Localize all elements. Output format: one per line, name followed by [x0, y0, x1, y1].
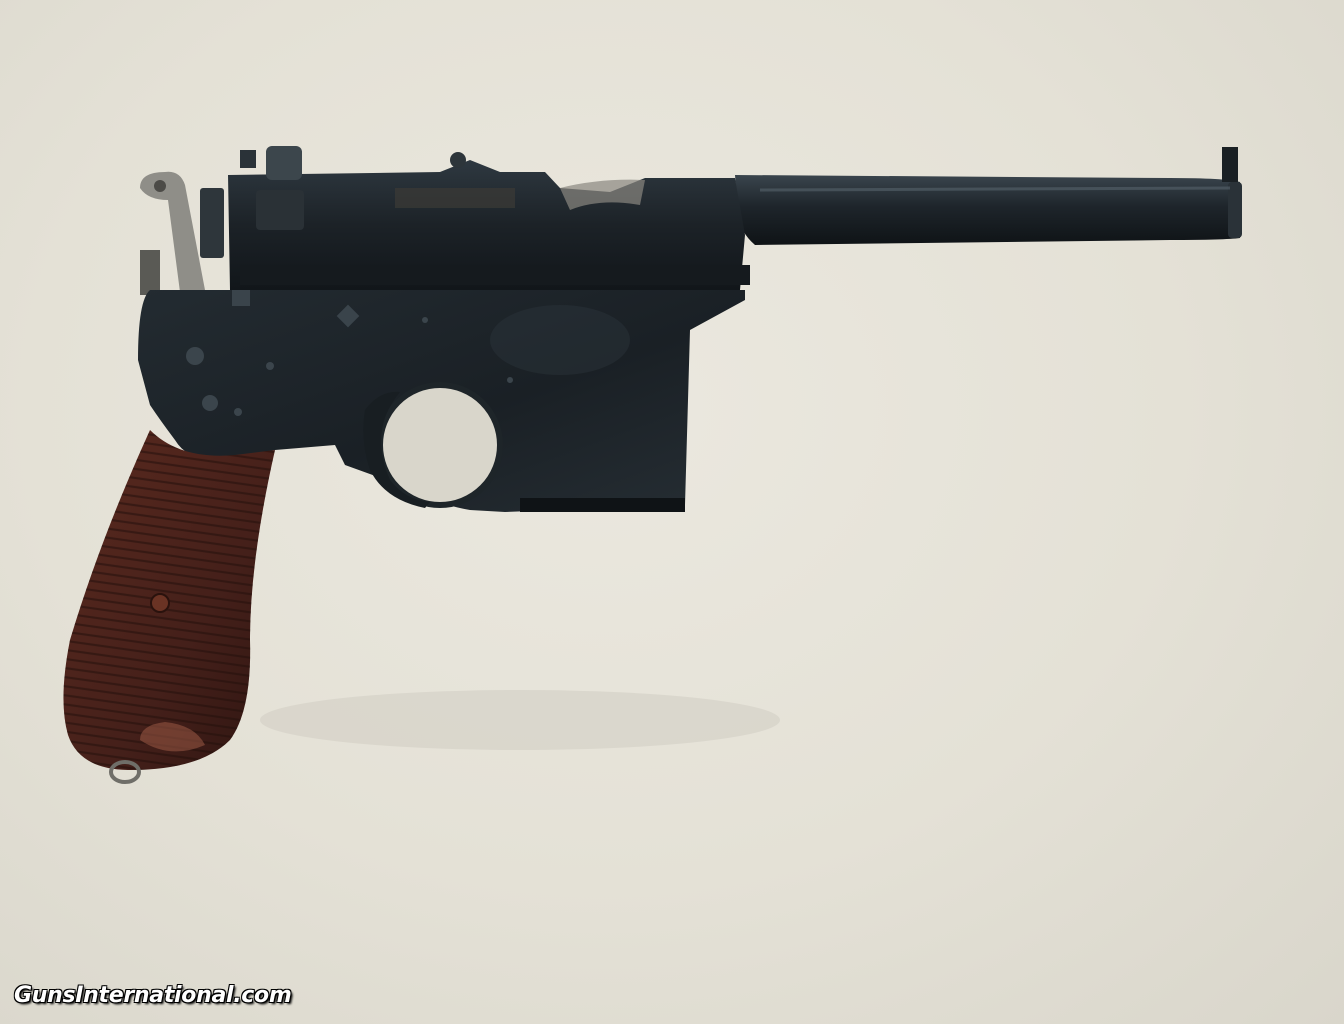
hammer — [140, 172, 205, 295]
rear-sight — [256, 190, 304, 230]
grip-screw — [151, 594, 169, 612]
grip — [63, 430, 275, 770]
bolt-ears — [200, 188, 224, 258]
watermark: GunsInternational.com — [14, 983, 292, 1008]
shadow — [260, 690, 780, 750]
trigger-guard — [363, 385, 500, 508]
front-sight — [1222, 147, 1238, 182]
receiver — [200, 146, 750, 290]
barrel — [735, 147, 1242, 245]
